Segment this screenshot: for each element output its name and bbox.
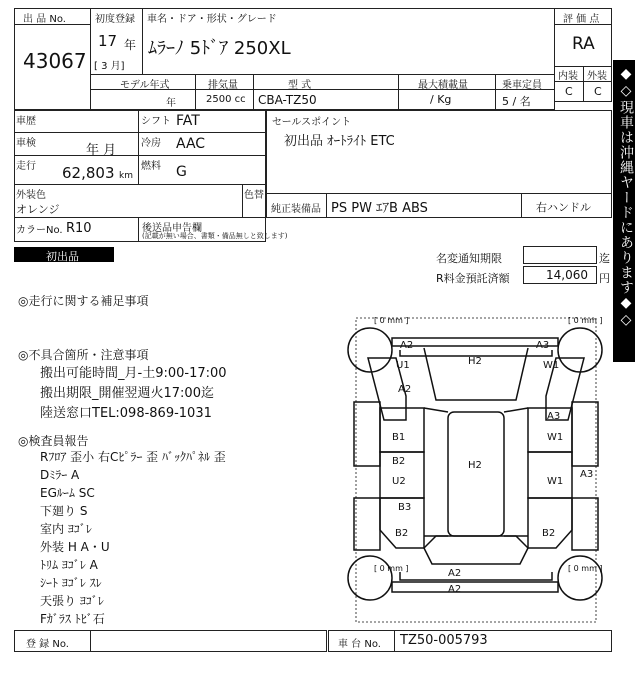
inspector-line: 下廻り S [40, 504, 88, 518]
model-year-unit: 年 [166, 98, 176, 109]
damage-mark: H2 [468, 460, 482, 471]
lot-no-box [14, 24, 91, 110]
inspection-value: 年 月 [86, 143, 117, 158]
exterior-grade: C [594, 85, 602, 98]
car-name-label: 車名・ドア・形状・グレード [147, 14, 277, 25]
car-name: ﾑﾗｰﾉ 5ﾄﾞｱ 250XL [148, 38, 291, 59]
sales-point-label: セールスポイント [272, 117, 352, 128]
inspector-line: 室内 ﾖｺﾞﾚ [40, 522, 92, 536]
notes-area [14, 286, 339, 631]
year-unit: 年 [124, 38, 137, 52]
damage-mark: A3 [547, 411, 561, 422]
inspector-line: 天張り ﾖｺﾞﾚ [40, 594, 104, 608]
inspector-title: ◎検査員報告 [18, 434, 89, 448]
first-reg-label: 初度登録 [95, 14, 135, 25]
tire-label-rear-right: [ 0 mm ] [568, 564, 603, 573]
damage-mark: U1 [396, 360, 410, 371]
damage-mark: B2 [395, 528, 409, 539]
inspection-label: 車検 [16, 138, 36, 149]
name-change-label: 名変通知期限 [436, 252, 502, 265]
recycle-unit: 円 [599, 272, 610, 285]
tire-label-front-right: [ 0 mm ] [568, 316, 603, 325]
defects-title: ◎不具合箇所・注意事項 [18, 348, 149, 362]
first-listing-banner [14, 247, 114, 262]
mileage-label: 走行 [16, 161, 36, 172]
interior-label: 内装 [558, 71, 578, 82]
damage-mark: W1 [547, 476, 564, 487]
max-load-label: 最大積載量 [418, 80, 468, 91]
damage-mark: A2 [400, 340, 414, 351]
recycle-label: R料金預託済額 [436, 272, 510, 285]
okinawa-yard-banner [613, 60, 635, 362]
exterior-color-label: 外装色 [16, 190, 46, 201]
tire-label-front-left: [ 0 mm ] [374, 316, 409, 325]
damage-mark: H2 [468, 356, 482, 367]
reg-no-label: 登 録 No. [26, 639, 69, 650]
fuel: G [176, 164, 187, 180]
inspector-line: EGﾙｰﾑ SC [40, 486, 95, 500]
ac: AAC [176, 136, 206, 152]
capacity-label: 乗車定員 [502, 80, 542, 91]
displacement-label: 排気量 [208, 80, 238, 91]
defect-line: 搬出期限_開催翌週火17:00迄 [40, 386, 214, 401]
tire-rear-right [558, 556, 602, 600]
aftermarket-note: (記載が無い場合、書類・備品無しと致します) [142, 232, 288, 240]
damage-mark: B2 [542, 528, 556, 539]
color-no: R10 [66, 221, 92, 236]
history-label: 車歴 [16, 116, 36, 127]
damage-mark: U2 [392, 476, 406, 487]
damage-mark: W1 [543, 360, 560, 371]
equipment-text: PS PW ｴｱB ABS [331, 201, 428, 216]
model-year-label: モデル年式 [120, 80, 170, 91]
shift: FAT [176, 113, 200, 129]
mileage: 62,803 [62, 164, 115, 182]
fuel-label: 燃料 [141, 161, 161, 172]
displacement: 2500 cc [206, 94, 246, 105]
recycle-value: 14,060 [546, 268, 588, 282]
first-reg-year: 17 [98, 32, 118, 50]
equipment-label: 純正装備品 [271, 204, 321, 215]
inspector-line: Rﾌﾛｱ 歪小 右Cﾋﾟﾗｰ 歪 ﾊﾞｯｸﾊﾟﾈﾙ 歪 [40, 450, 226, 464]
defect-line: 搬出可能時間_月-土9:00-17:00 [40, 366, 227, 381]
driving-title: ◎走行に関する補足事項 [18, 294, 149, 308]
mileage-unit: km [119, 171, 133, 181]
name-change-box [523, 246, 597, 264]
damage-mark: A2 [398, 384, 412, 395]
grade: RA [572, 34, 595, 54]
inspector-line: 外装 H A・U [40, 540, 110, 554]
handle-position: 右ハンドル [536, 201, 591, 214]
capacity: 5 / 名 [502, 95, 531, 108]
name-change-unit: 迄 [599, 252, 610, 265]
grade-label: 評 価 点 [563, 14, 600, 25]
ac-label: 冷房 [141, 138, 161, 149]
type-label: 型 式 [288, 80, 312, 91]
first-listing-text: 初出品 [46, 250, 79, 263]
damage-mark: W1 [547, 432, 564, 443]
exterior-label: 外装 [587, 71, 607, 82]
max-load: / Kg [430, 93, 452, 106]
exterior-color: オレンジ [16, 203, 60, 216]
damage-diagram [340, 316, 612, 628]
inspector-line: Dﾐﾗｰ A [40, 468, 80, 482]
damage-mark: A3 [580, 469, 594, 480]
damage-mark: B2 [392, 456, 406, 467]
damage-mark: A2 [448, 568, 462, 579]
vehicle-type: CBA-TZ50 [258, 93, 317, 107]
tire-front-right [558, 328, 602, 372]
first-reg-month: [ 3 月] [94, 61, 125, 72]
inspector-line: Fｶﾞﾗｽ ﾄﾋﾞ石 [40, 612, 105, 626]
damage-mark: B3 [398, 502, 412, 513]
defect-line: 陸送窓口TEL:098-869-1031 [40, 406, 212, 421]
okinawa-yard-text: ◆◇現車は沖縄ヤードにあります◆◇ [618, 66, 634, 329]
color-no-label: カラーNo. [16, 225, 63, 236]
color-change-label: 色替 [244, 190, 264, 201]
inspector-line: ｼｰﾄ ﾖｺﾞﾚ ｽﾚ [40, 576, 102, 590]
sales-point-text: 初出品 ｵｰﾄﾗｲﾄ ETC [284, 134, 395, 149]
damage-mark: B1 [392, 432, 406, 443]
chassis-no: TZ50-005793 [400, 633, 488, 648]
damage-mark: A2 [448, 584, 462, 595]
chassis-label: 車 台 No. [338, 639, 381, 650]
aftermarket-label: 後送品申告欄 [142, 223, 202, 234]
lot-no-label-box [14, 8, 91, 25]
lot-no-label: 出 品 No. [23, 14, 66, 25]
inspector-line: ﾄﾘﾑ ﾖｺﾞﾚ A [40, 558, 98, 572]
damage-mark: A3 [536, 340, 550, 351]
tire-rear-left [348, 556, 392, 600]
lot-no: 43067 [23, 49, 87, 73]
interior-grade: C [565, 85, 573, 98]
shift-label: シフト [141, 116, 171, 127]
tire-label-rear-left: [ 0 mm ] [374, 564, 409, 573]
